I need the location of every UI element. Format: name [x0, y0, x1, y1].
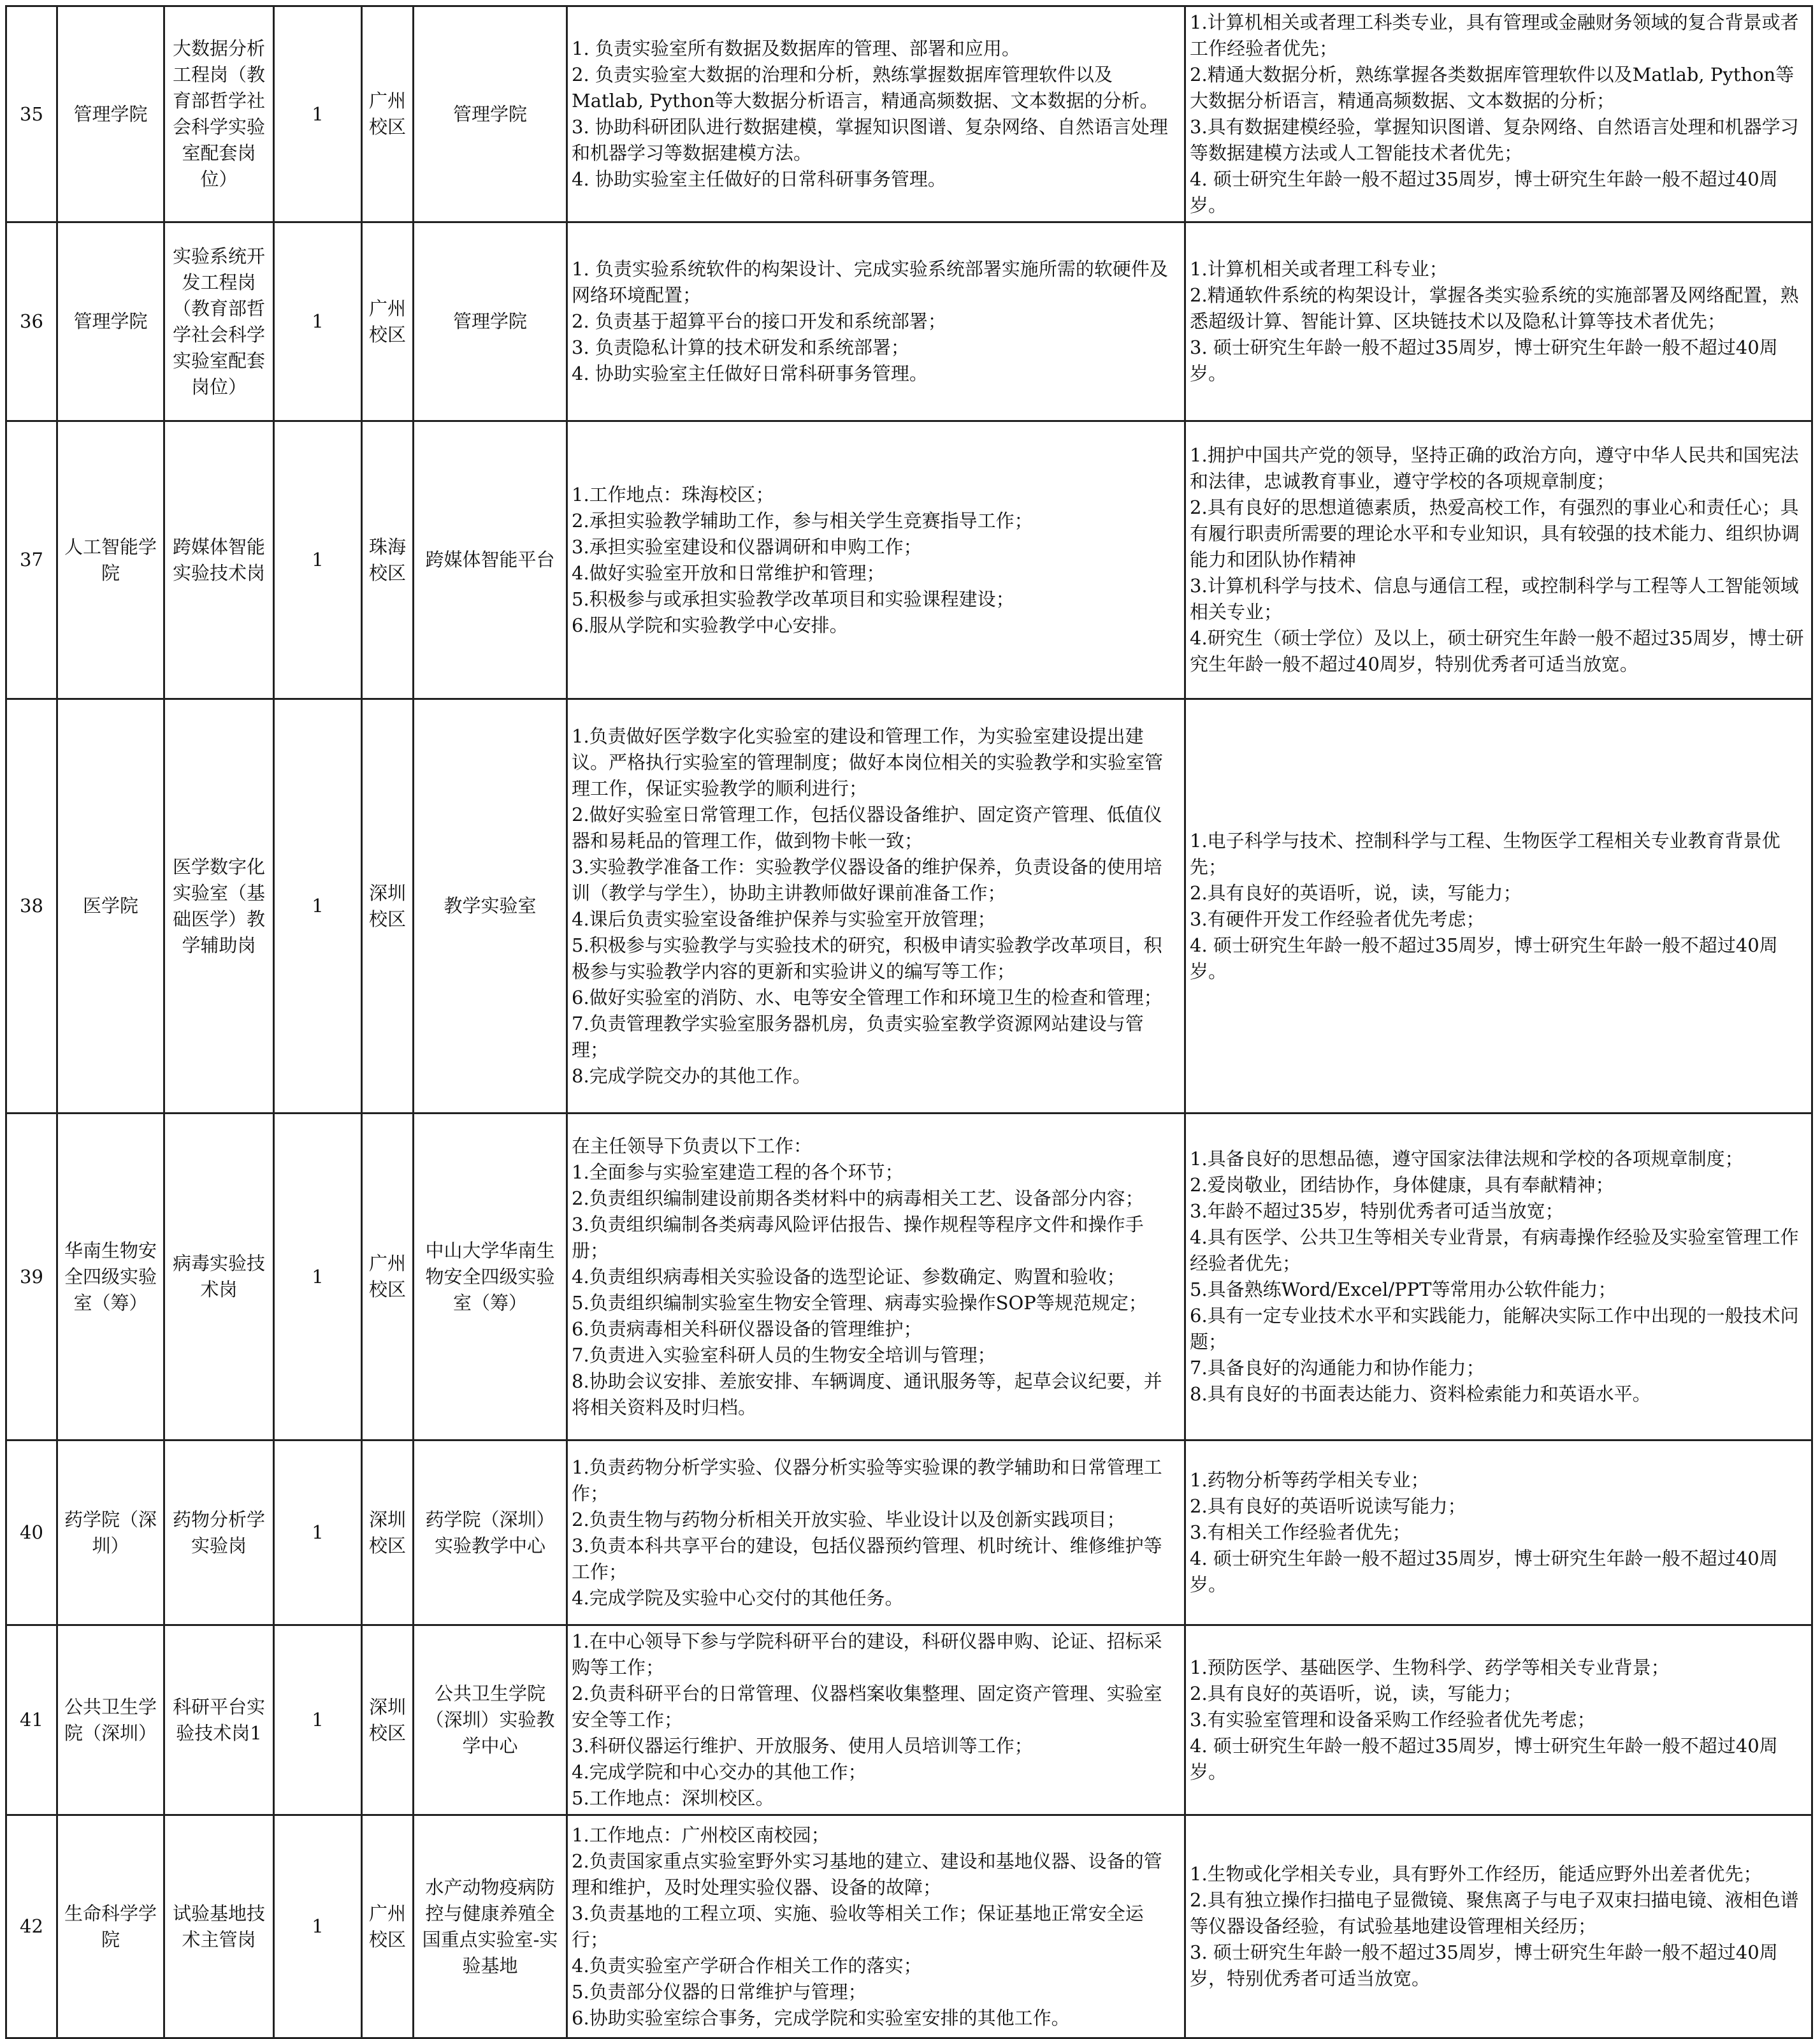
requirement-line: 8.具有良好的书面表达能力、资料检索能力和英语水平。 — [1190, 1383, 1651, 1405]
duties — [567, 1440, 1185, 1625]
campus: 深圳校区 — [362, 1440, 414, 1625]
campus: 广州校区 — [362, 6, 414, 222]
requirement-line: 1.计算机相关或者理工科类专业，具有管理或金融财务领域的复合背景或者工作经验者优先； — [1190, 11, 1799, 59]
table-row — [6, 421, 1812, 699]
duty-line: 6.服从学院和实验教学中心安排。 — [572, 614, 848, 636]
duty-line: 2.负责国家重点实验室野外实习基地的建立、建设和基地仪器、设备的管理和维护，及时处理实验仪器、设备的故障； — [572, 1850, 1162, 1898]
duty-line: 6.负责病毒相关科研仪器设备的管理维护； — [572, 1317, 922, 1340]
duty-line: 6.做好实验室的消防、水、电等安全管理工作和环境卫生的检查和管理； — [572, 986, 1162, 1008]
requirement-line: 1.生物或化学相关专业，具有野外工作经历，能适应野外出差者优先； — [1190, 1863, 1762, 1885]
duty-line: 2.负责组织编制建设前期各类材料中的病毒相关工艺、设备部分内容； — [572, 1187, 1144, 1209]
row-number: 38 — [6, 699, 57, 1114]
requirement-line: 3. 硕士研究生年龄一般不超过35周岁，博士研究生年龄一般不超过40周岁，特别优秀者可适当放宽。 — [1190, 1941, 1778, 1989]
duty-line: 2.做好实验室日常管理工作，包括仪器设备维护、固定资产管理、低值仪器和易耗品的管理工作，做到物卡帐一致； — [572, 803, 1162, 852]
head-count: 1 — [274, 1625, 362, 1815]
requirement-line: 4. 硕士研究生年龄一般不超过35周岁，博士研究生年龄一般不超过40周岁。 — [1190, 1548, 1778, 1595]
department: 药学院（深圳） — [57, 1440, 164, 1625]
duty-line: 1.负责药物分析学实验、仪器分析实验等实验课的教学辅助和日常管理工作； — [572, 1456, 1162, 1504]
row-number: 42 — [6, 1815, 57, 2038]
work-unit: 管理学院 — [414, 6, 567, 222]
requirement-line: 4.研究生（硕士学位）及以上，硕士研究生年龄一般不超过35周岁，博士研究生年龄一般不超过40周岁，特别优秀者可适当放宽。 — [1190, 627, 1804, 675]
requirements — [1185, 1815, 1812, 2038]
duty-line: 1.负责做好医学数字化实验室的建设和管理工作，为实验室建设提出建议。严格执行实验室的管理制度；做好本岗位相关的实验教学和实验室管理工作，保证实验教学的顺利进行； — [572, 725, 1164, 799]
requirement-line: 3.计算机科学与技术、信息与通信工程，或控制科学与工程等人工智能领域相关专业； — [1190, 575, 1799, 623]
department: 华南生物安全四级实验室（筹） — [57, 1114, 164, 1440]
duty-line: 8.完成学院交办的其他工作。 — [572, 1064, 811, 1087]
duty-line: 2.负责生物与药物分析相关开放实验、毕业设计以及创新实践项目； — [572, 1508, 1125, 1530]
duty-line: 7.负责管理教学实验室服务器机房，负责实验室教学资源网站建设与管理； — [572, 1012, 1144, 1061]
requirements — [1185, 699, 1812, 1114]
duty-line: 1.工作地点：珠海校区； — [572, 483, 774, 505]
duty-line: 5.积极参与或承担实验教学改革项目和实验课程建设； — [572, 588, 1015, 610]
duty-line: 2.承担实验教学辅助工作，参与相关学生竞赛指导工作； — [572, 509, 1033, 532]
requirement-line: 6.具有一定专业技术水平和实践能力，能解决实际工作中出现的一般技术问题； — [1190, 1305, 1799, 1353]
requirement-line: 1.具备良好的思想品德，遵守国家法律法规和学校的各项规章制度； — [1190, 1148, 1744, 1170]
duties — [567, 1815, 1185, 2038]
row-number: 36 — [6, 222, 57, 421]
table-row — [6, 699, 1812, 1114]
work-unit: 教学实验室 — [414, 699, 567, 1114]
requirement-line: 3.具有数据建模经验，掌握知识图谱、复杂网络、自然语言处理和机器学习等数据建模方法或人工智能技术者优先； — [1190, 116, 1799, 164]
requirement-line: 1.计算机相关或者理工科专业； — [1190, 258, 1448, 280]
duty-line: 4.负责实验室产学研合作相关工作的落实； — [572, 1954, 922, 1977]
head-count: 1 — [274, 1815, 362, 2038]
table-row — [6, 6, 1812, 222]
duties — [567, 421, 1185, 699]
row-number: 41 — [6, 1625, 57, 1815]
work-unit: 跨媒体智能平台 — [414, 421, 567, 699]
row-number: 40 — [6, 1440, 57, 1625]
requirement-line: 4. 硕士研究生年龄一般不超过35周岁，博士研究生年龄一般不超过40周岁。 — [1190, 168, 1778, 216]
duty-line: 4.负责组织病毒相关实验设备的选型论证、参数确定、购置和验收； — [572, 1265, 1125, 1288]
requirement-line: 1.拥护中国共产党的领导，坚持正确的政治方向，遵守中华人民共和国宪法和法律，忠诚教育事业，遵守学校的各项规章制度； — [1190, 444, 1799, 492]
requirement-line: 2.具有良好的英语听，说，读，写能力； — [1190, 882, 1522, 904]
duty-line: 4.完成学院和中心交办的其他工作； — [572, 1761, 867, 1783]
requirements — [1185, 1114, 1812, 1440]
duty-line: 4.完成学院及实验中心交付的其他任务。 — [572, 1586, 904, 1609]
requirement-line: 1.药物分析等药学相关专业； — [1190, 1469, 1429, 1491]
head-count: 1 — [274, 222, 362, 421]
department: 公共卫生学院（深圳） — [57, 1625, 164, 1815]
duty-line: 3.负责本科共享平台的建设，包括仪器预约管理、机时统计、维修维护等工作； — [572, 1534, 1162, 1583]
duty-line: 5.积极参与实验教学与实验技术的研究，积极申请实验教学改革项目，积极参与实验教学内容的更新和实验讲义的编写等工作； — [572, 934, 1162, 982]
row-number: 37 — [6, 421, 57, 699]
campus: 深圳校区 — [362, 1625, 414, 1815]
requirement-line: 3.有实验室管理和设备采购工作经验者优先考虑； — [1190, 1709, 1596, 1731]
requirement-line: 4.具有医学、公共卫生等相关专业背景，有病毒操作经验及实验室管理工作经验者优先； — [1190, 1226, 1799, 1274]
row-number: 39 — [6, 1114, 57, 1440]
requirement-line: 2.爱岗敬业，团结协作，身体健康，具有奉献精神； — [1190, 1174, 1614, 1196]
work-unit: 药学院（深圳）实验教学中心 — [414, 1440, 567, 1625]
duty-line: 5.工作地点：深圳校区。 — [572, 1787, 774, 1809]
duty-line: 1.工作地点：广州校区南校园； — [572, 1824, 830, 1846]
requirement-line: 4. 硕士研究生年龄一般不超过35周岁，博士研究生年龄一般不超过40周岁。 — [1190, 1735, 1778, 1783]
requirement-line: 7.具备良好的沟通能力和协作能力； — [1190, 1357, 1485, 1379]
table-body — [6, 6, 1812, 2038]
duty-line: 3. 协助科研团队进行数据建模，掌握知识图谱、复杂网络、自然语言处理和机器学习等数据建模方法。 — [572, 116, 1168, 164]
requirements — [1185, 6, 1812, 222]
head-count: 1 — [274, 699, 362, 1114]
table-row — [6, 1625, 1812, 1815]
duty-line: 3.实验教学准备工作：实验教学仪器设备的维护保养，负责设备的使用培训（教学与学生），协助主讲教师做好课前准备工作； — [572, 855, 1162, 904]
requirements — [1185, 1625, 1812, 1815]
row-number: 35 — [6, 6, 57, 222]
work-unit: 管理学院 — [414, 222, 567, 421]
requirement-line: 2.精通大数据分析，熟练掌握各类数据库管理软件以及Matlab, Python等大数据分析语言，精通高频数据、文本数据的分析； — [1190, 64, 1795, 112]
duties — [567, 1114, 1185, 1440]
duties — [567, 222, 1185, 421]
duty-line: 6.协助实验室综合事务，完成学院和实验室安排的其他工作。 — [572, 2006, 1070, 2029]
duties — [567, 699, 1185, 1114]
duty-line: 7.负责进入实验室科研人员的生物安全培训与管理； — [572, 1344, 996, 1366]
post-name: 大数据分析工程岗（教育部哲学社会科学实验室配套岗位） — [164, 6, 274, 222]
head-count: 1 — [274, 421, 362, 699]
table-row — [6, 222, 1812, 421]
head-count: 1 — [274, 6, 362, 222]
post-name: 病毒实验技术岗 — [164, 1114, 274, 1440]
requirements — [1185, 421, 1812, 699]
work-unit: 中山大学华南生物安全四级实验室（筹） — [414, 1114, 567, 1440]
duty-line: 2. 负责基于超算平台的接口开发和系统部署； — [572, 310, 946, 332]
department: 生命科学学院 — [57, 1815, 164, 2038]
table-row — [6, 1440, 1812, 1625]
requirement-line: 1.电子科学与技术、控制科学与工程、生物医学工程相关专业教育背景优先； — [1190, 829, 1780, 878]
recruitment-table — [5, 5, 1813, 2039]
duty-line: 3. 负责隐私计算的技术研发和系统部署； — [572, 337, 909, 358]
head-count: 1 — [274, 1114, 362, 1440]
duty-line: 3.承担实验室建设和仪器调研和申购工作； — [572, 535, 922, 558]
work-unit: 公共卫生学院（深圳）实验教学中心 — [414, 1625, 567, 1815]
requirement-line: 3. 硕士研究生年龄一般不超过35周岁，博士研究生年龄一般不超过40周岁。 — [1190, 337, 1778, 384]
work-unit: 水产动物疫病防控与健康养殖全国重点实验室-实验基地 — [414, 1815, 567, 2038]
campus: 广州校区 — [362, 1815, 414, 2038]
campus: 广州校区 — [362, 1114, 414, 1440]
duties — [567, 1625, 1185, 1815]
requirement-line: 3.有相关工作经验者优先； — [1190, 1521, 1411, 1543]
department: 医学院 — [57, 699, 164, 1114]
duty-line: 3.科研仪器运行维护、开放服务、使用人员培训等工作； — [572, 1735, 1033, 1757]
requirement-line: 2.具有独立操作扫描电子显微镜、聚焦离子与电子双束扫描电镜、液相色谱等仪器设备经验，有试验基地建设管理相关经历； — [1190, 1889, 1799, 1937]
post-name: 科研平台实验技术岗1 — [164, 1625, 274, 1815]
duty-line: 4.课后负责实验室设备维护保养与实验室开放管理； — [572, 908, 996, 930]
duty-line: 1.在中心领导下参与学院科研平台的建设，科研仪器申购、论证、招标采购等工作； — [572, 1630, 1162, 1678]
requirement-line: 3.有硬件开发工作经验者优先考虑； — [1190, 908, 1485, 930]
duty-line: 4.做好实验室开放和日常维护和管理； — [572, 562, 885, 584]
duty-line: 1. 负责实验室所有数据及数据库的管理、部署和应用。 — [572, 38, 1020, 59]
department: 管理学院 — [57, 222, 164, 421]
duty-line: 5.负责组织编制实验室生物安全管理、病毒实验操作SOP等规范规定； — [572, 1291, 1147, 1314]
requirement-line: 5.具备熟练Word/Excel/PPT等常用办公软件能力； — [1190, 1279, 1617, 1300]
campus: 深圳校区 — [362, 699, 414, 1114]
duty-line: 4. 协助实验室主任做好日常科研事务管理。 — [572, 363, 928, 384]
requirements — [1185, 222, 1812, 421]
department: 管理学院 — [57, 6, 164, 222]
requirement-line: 4. 硕士研究生年龄一般不超过35周岁，博士研究生年龄一般不超过40周岁。 — [1190, 934, 1778, 982]
requirement-line: 2.具有良好的英语听说读写能力； — [1190, 1495, 1466, 1517]
duty-line: 3.负责基地的工程立项、实施、验收等相关工作；保证基地正常安全运行； — [572, 1902, 1144, 1950]
department: 人工智能学院 — [57, 421, 164, 699]
post-name: 跨媒体智能实验技术岗 — [164, 421, 274, 699]
campus: 广州校区 — [362, 222, 414, 421]
head-count: 1 — [274, 1440, 362, 1625]
requirements — [1185, 1440, 1812, 1625]
duties — [567, 6, 1185, 222]
post-name: 试验基地技术主管岗 — [164, 1815, 274, 2038]
requirement-line: 2.具有良好的思想道德素质，热爱高校工作，有强烈的事业心和责任心；具有履行职责所需要的理论水平和专业知识，具有较强的技术能力、组织协调能力和团队协作精神 — [1190, 497, 1800, 570]
requirement-line: 2.具有良好的英语听，说，读，写能力； — [1190, 1683, 1522, 1704]
duty-line: 4. 协助实验室主任做好的日常科研事务管理。 — [572, 168, 946, 190]
post-name: 医学数字化实验室（基础医学）教学辅助岗 — [164, 699, 274, 1114]
duty-line: 在主任领导下负责以下工作： — [572, 1135, 812, 1157]
campus: 珠海校区 — [362, 421, 414, 699]
duty-line: 2. 负责实验室大数据的治理和分析，熟练掌握数据库管理软件以及Matlab, Python等大数据分析语言，精通高频数据、文本数据的分析。 — [572, 64, 1159, 112]
post-name: 药物分析学实验岗 — [164, 1440, 274, 1625]
duty-line: 3.负责组织编制各类病毒风险评估报告、操作规程等程序文件和操作手册； — [572, 1213, 1144, 1261]
duty-line: 1. 负责实验系统软件的构架设计、完成实验系统部署实施所需的软硬件及网络环境配置； — [572, 258, 1168, 306]
table-row — [6, 1114, 1812, 1440]
duty-line: 2.负责科研平台的日常管理、仪器档案收集整理、固定资产管理、实验室安全等工作； — [572, 1683, 1162, 1731]
requirement-line: 2.精通软件系统的构架设计，掌握各类实验系统的实施部署及网络配置，熟悉超级计算、智能计算、区块链技术以及隐私计算等技术者优先； — [1190, 284, 1799, 332]
post-name: 实验系统开发工程岗（教育部哲学社会科学实验室配套岗位） — [164, 222, 274, 421]
duty-line: 1.全面参与实验室建造工程的各个环节； — [572, 1161, 904, 1183]
table-row — [6, 1815, 1812, 2038]
requirement-line: 3.年龄不超过35岁，特别优秀者可适当放宽； — [1190, 1200, 1564, 1222]
duty-line: 8.协助会议安排、差旅安排、车辆调度、通讯服务等，起草会议纪要，并将相关资料及时归档。 — [572, 1370, 1162, 1418]
duty-line: 5.负责部分仪器的日常维护与管理； — [572, 1980, 867, 2003]
requirement-line: 1.预防医学、基础医学、生物科学、药学等相关专业背景； — [1190, 1657, 1670, 1678]
